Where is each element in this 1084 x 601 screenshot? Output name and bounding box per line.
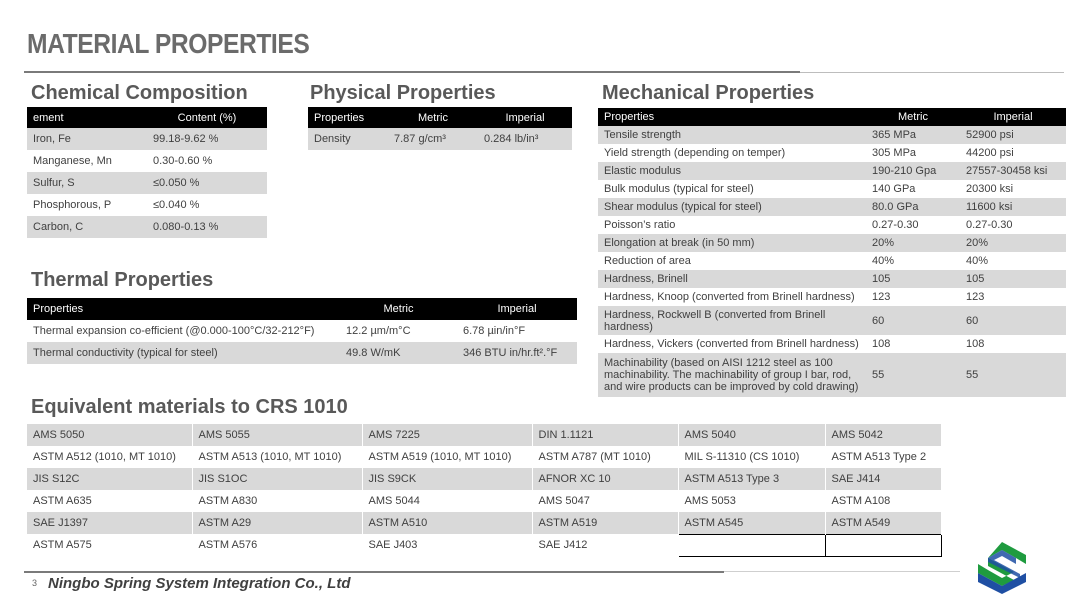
table-row [27, 194, 267, 216]
table-cell: ASTM A513 (1010, MT 1010) [192, 446, 362, 468]
table-row [598, 234, 1066, 252]
table-row [27, 424, 941, 446]
table-cell: AMS 5040 [678, 424, 825, 446]
title-divider [24, 71, 800, 73]
table-cell: ASTM A575 [27, 534, 192, 556]
table-cell: 80.0 GPa [866, 198, 960, 216]
table-cell: ≤0.040 % [147, 194, 267, 216]
table-cell: Density [308, 128, 388, 150]
table-cell: 12.2 µm/m°C [340, 320, 457, 342]
table-row [27, 490, 941, 512]
table-header-row [308, 107, 572, 128]
table-cell: ASTM A576 [192, 534, 362, 556]
table-cell: 190-210 Gpa [866, 162, 960, 180]
table-row [27, 320, 577, 342]
table-cell: 60 [960, 306, 1066, 335]
table-row [27, 468, 941, 490]
thermal-properties-title: Thermal Properties [31, 269, 214, 291]
table-cell: 0.080-0.13 % [147, 216, 267, 238]
table-cell: Reduction of area [598, 252, 866, 270]
table-cell: SAE J403 [362, 534, 532, 556]
table-cell: 305 MPa [866, 144, 960, 162]
table-cell: 40% [960, 252, 1066, 270]
table-row [598, 353, 1066, 397]
table-cell: ASTM A513 Type 2 [825, 446, 941, 468]
footer-divider [24, 571, 724, 573]
table-cell: 0.30-0.60 % [147, 150, 267, 172]
table-cell: 99.18-9.62 % [147, 128, 267, 150]
column-header: Imperial [457, 298, 577, 320]
table-cell: 105 [960, 270, 1066, 288]
table-cell: AMS 5042 [825, 424, 941, 446]
table-cell: 108 [960, 335, 1066, 353]
table-row [27, 512, 941, 534]
table-cell: SAE J412 [532, 534, 678, 556]
table-cell: 60 [866, 306, 960, 335]
thermal-properties-table [27, 298, 577, 364]
table-row [27, 342, 577, 364]
table-cell: AMS 5047 [532, 490, 678, 512]
table-cell: 52900 psi [960, 126, 1066, 144]
table-row [598, 335, 1066, 353]
table-cell: 20% [960, 234, 1066, 252]
table-row [598, 306, 1066, 335]
table-cell: ASTM A549 [825, 512, 941, 534]
table-cell: 123 [866, 288, 960, 306]
column-header: Properties [308, 107, 388, 128]
company-name: Ningbo Spring System Integration Co., Ltd [48, 575, 351, 592]
table-cell: 20% [866, 234, 960, 252]
column-header: Metric [340, 298, 457, 320]
chemical-composition-table [27, 107, 267, 238]
mechanical-properties-title: Mechanical Properties [602, 82, 815, 104]
equivalent-materials-title: Equivalent materials to CRS 1010 [31, 396, 348, 418]
table-cell: 55 [866, 353, 960, 397]
table-cell: 365 MPa [866, 126, 960, 144]
table-row [27, 150, 267, 172]
table-cell: Carbon, C [27, 216, 147, 238]
table-row [27, 446, 941, 468]
table-cell: 49.8 W/mK [340, 342, 457, 364]
table-cell: MIL S-11310 (CS 1010) [678, 446, 825, 468]
company-logo-icon [974, 540, 1030, 596]
table-cell: Phosphorous, P [27, 194, 147, 216]
table-cell: ASTM A787 (MT 1010) [532, 446, 678, 468]
table-cell: AMS 5053 [678, 490, 825, 512]
table-row [598, 162, 1066, 180]
table-cell: ASTM A545 [678, 512, 825, 534]
table-cell: JIS S1OC [192, 468, 362, 490]
table-cell: ASTM A513 Type 3 [678, 468, 825, 490]
page-number: 3 [32, 578, 38, 588]
table-cell: Hardness, Knoop (converted from Brinell hardness) [598, 288, 866, 306]
table-cell: Iron, Fe [27, 128, 147, 150]
table-cell: 346 BTU in/hr.ft².°F [457, 342, 577, 364]
table-cell: Machinability (based on AISI 1212 steel as 100 machinability. The machinability of group I bar, rod, and wire products can be improved by cold drawing) [598, 353, 866, 397]
table-cell: JIS S12C [27, 468, 192, 490]
table-row [598, 198, 1066, 216]
column-header: ement [27, 107, 147, 128]
table-cell: Hardness, Rockwell B (converted from Brinell hardness) [598, 306, 866, 335]
table-cell: SAE J1397 [27, 512, 192, 534]
table-cell: ASTM A29 [192, 512, 362, 534]
table-cell: Tensile strength [598, 126, 866, 144]
equivalent-materials-table [27, 424, 942, 557]
table-cell: ASTM A830 [192, 490, 362, 512]
table-cell: AMS 5055 [192, 424, 362, 446]
physical-properties-table [308, 107, 572, 150]
table-cell: ASTM A512 (1010, MT 1010) [27, 446, 192, 468]
table-cell: Elongation at break (in 50 mm) [598, 234, 866, 252]
table-cell: Thermal expansion co-efficient (@0.000-100°C/32-212°F) [27, 320, 340, 342]
table-cell: ASTM A510 [362, 512, 532, 534]
column-header: Metric [388, 107, 478, 128]
page-title: MATERIAL PROPERTIES [27, 28, 310, 59]
table-cell: 40% [866, 252, 960, 270]
table-cell: AMS 5044 [362, 490, 532, 512]
table-cell: Shear modulus (typical for steel) [598, 198, 866, 216]
table-header-row [27, 298, 577, 320]
table-cell: 7.87 g/cm³ [388, 128, 478, 150]
table-row [598, 252, 1066, 270]
table-cell: 27557-30458 ksi [960, 162, 1066, 180]
table-cell: Manganese, Mn [27, 150, 147, 172]
column-header: Properties [27, 298, 340, 320]
table-cell: SAE J414 [825, 468, 941, 490]
table-cell: Bulk modulus (typical for steel) [598, 180, 866, 198]
table-cell: 11600 ksi [960, 198, 1066, 216]
column-header: Content (%) [147, 107, 267, 128]
table-row [27, 172, 267, 194]
table-row [27, 216, 267, 238]
table-cell: ASTM A635 [27, 490, 192, 512]
table-cell: 55 [960, 353, 1066, 397]
table-cell: AFNOR XC 10 [532, 468, 678, 490]
table-cell: Elastic modulus [598, 162, 866, 180]
table-cell: 108 [866, 335, 960, 353]
table-cell: Poisson’s ratio [598, 216, 866, 234]
column-header: Imperial [478, 107, 572, 128]
table-cell: ASTM A519 (1010, MT 1010) [362, 446, 532, 468]
column-header: Imperial [960, 108, 1066, 126]
table-cell: 140 GPa [866, 180, 960, 198]
table-cell: 6.78 µin/in°F [457, 320, 577, 342]
table-row [598, 144, 1066, 162]
column-header: Metric [866, 108, 960, 126]
table-cell [825, 534, 941, 556]
mechanical-properties-table [598, 108, 1066, 397]
table-cell [678, 534, 825, 556]
table-row [27, 128, 267, 150]
table-row [598, 180, 1066, 198]
table-cell: 0.27-0.30 [960, 216, 1066, 234]
chemical-composition-title: Chemical Composition [31, 82, 248, 104]
table-cell: ASTM A108 [825, 490, 941, 512]
table-cell: 20300 ksi [960, 180, 1066, 198]
table-cell: ASTM A519 [532, 512, 678, 534]
table-cell: AMS 5050 [27, 424, 192, 446]
table-cell: Hardness, Brinell [598, 270, 866, 288]
table-cell: 123 [960, 288, 1066, 306]
title-divider-light [800, 72, 1064, 73]
table-cell: Yield strength (depending on temper) [598, 144, 866, 162]
table-cell: 44200 psi [960, 144, 1066, 162]
table-cell: Sulfur, S [27, 172, 147, 194]
table-cell: 0.27-0.30 [866, 216, 960, 234]
table-cell: 105 [866, 270, 960, 288]
table-cell: ≤0.050 % [147, 172, 267, 194]
table-cell: Thermal conductivity (typical for steel) [27, 342, 340, 364]
table-cell: JIS S9CK [362, 468, 532, 490]
table-cell: DIN 1.1121 [532, 424, 678, 446]
table-row [598, 288, 1066, 306]
footer-divider-light [724, 571, 960, 572]
table-row [308, 128, 572, 150]
table-row [598, 270, 1066, 288]
column-header: Properties [598, 108, 866, 126]
table-header-row [27, 107, 267, 128]
table-cell: AMS 7225 [362, 424, 532, 446]
table-row [598, 216, 1066, 234]
table-row [27, 534, 941, 556]
table-cell: Hardness, Vickers (converted from Brinell hardness) [598, 335, 866, 353]
physical-properties-title: Physical Properties [310, 82, 496, 104]
table-cell: 0.284 lb/in³ [478, 128, 572, 150]
table-header-row [598, 108, 1066, 126]
table-row [598, 126, 1066, 144]
